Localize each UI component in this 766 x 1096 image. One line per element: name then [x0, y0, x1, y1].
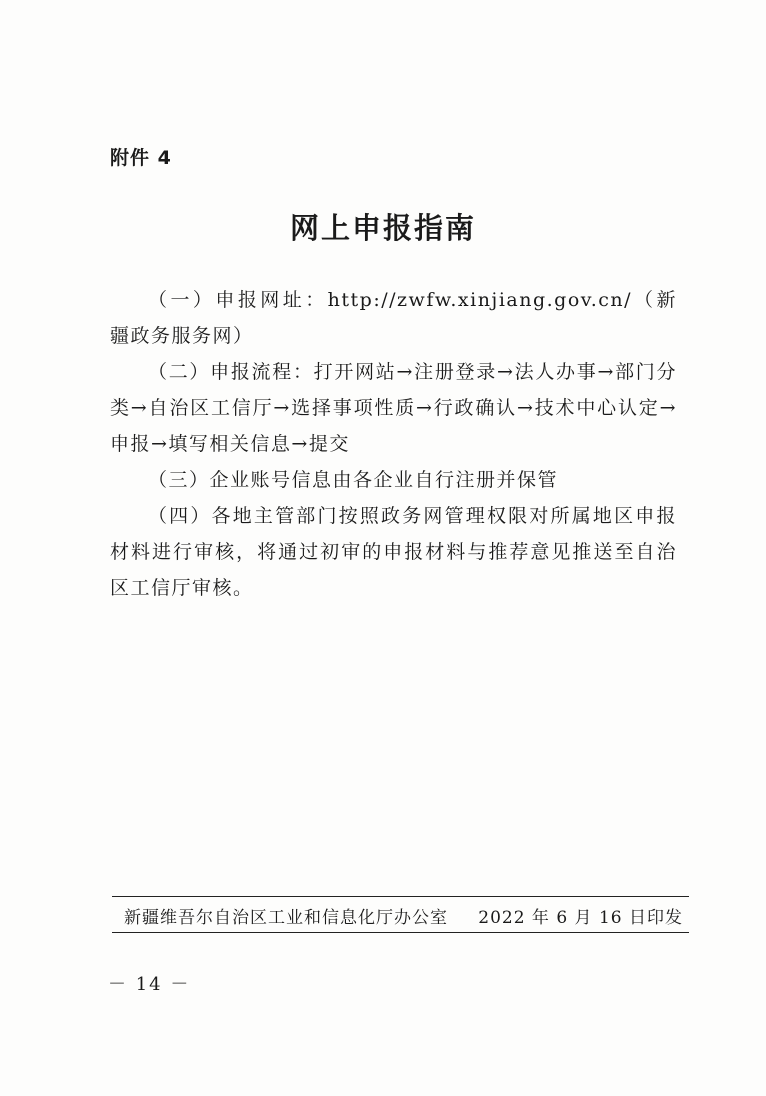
footer-bar — [112, 896, 689, 933]
paragraph-review: （四）各地主管部门按照政务网管理权限对所属地区申报材料进行审核，将通过初审的申报材料与推荐意见推送至自治区工信厅审核。 — [110, 505, 677, 599]
paragraph-url: （一）申报网址：http://zwfw.xinjiang.gov.cn/（新疆政务服务网） — [110, 289, 677, 347]
paragraph-process: （二）申报流程：打开网站→注册登录→法人办事→部门分类→自治区工信厅→选择事项性质→行政确认→技术中心认定→申报→填写相关信息→提交 — [110, 361, 677, 455]
document-title: 网上申报指南 — [289, 211, 476, 245]
page-number: － 14 － — [108, 974, 191, 995]
footer-date: 2022 年 6 月 16 日印发 — [478, 908, 683, 928]
document-body — [110, 282, 677, 606]
paragraph-account: （三）企业账号信息由各企业自行注册并保管 — [148, 469, 559, 491]
footer-issuer: 新疆维吾尔自治区工业和信息化厅办公室 — [124, 908, 448, 928]
attachment-label: 附件 4 — [110, 147, 172, 169]
